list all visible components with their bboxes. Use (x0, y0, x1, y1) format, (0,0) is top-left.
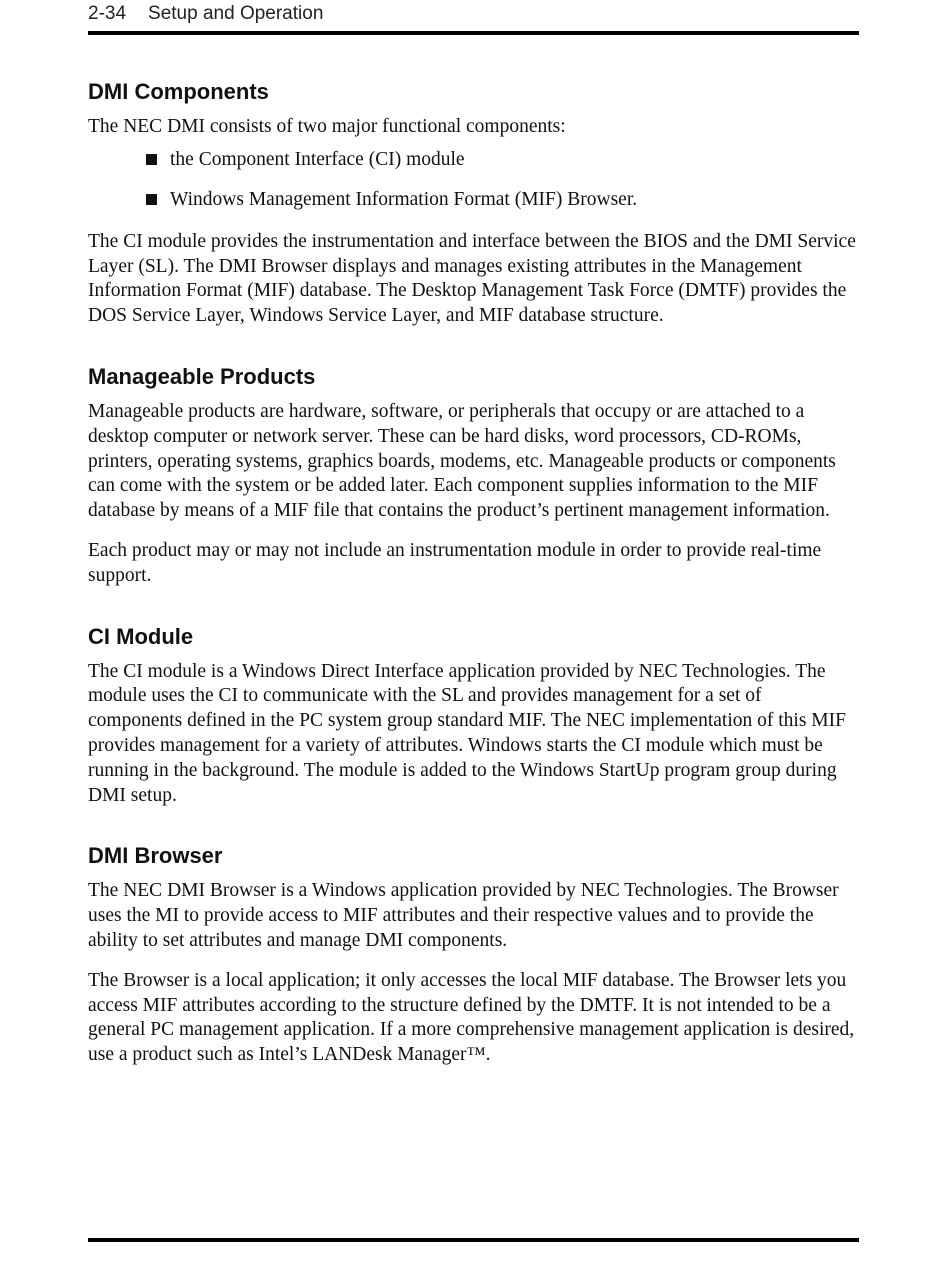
paragraph: The Browser is a local application; it only accesses the local MIF database. The Browser lets you access MIF attributes according to the structure defined by the DMTF. It is not intended to be a general PC management application. If a more comprehensive management application is desired, use a product such as Intel’s LANDesk Manager™. (88, 969, 855, 1066)
bullet-list (88, 148, 860, 212)
section-heading-dmi-browser: DMI Browser (88, 843, 223, 869)
page-number: 2-34 (88, 3, 127, 24)
square-bullet-icon (146, 154, 157, 165)
paragraph: The NEC DMI Browser is a Windows application provided by NEC Technologies. The Browser uses the MI to provide access to MIF attributes and their respective values and to provide the ability to set attributes and manage DMI components. (88, 880, 839, 951)
page-content (88, 79, 860, 1068)
header-rule (88, 31, 859, 35)
chapter-title: Setup and Operation (148, 3, 324, 24)
page-header (88, 3, 858, 25)
section-intro: The NEC DMI consists of two major functional components: (88, 116, 566, 137)
list-item-text: the Component Interface (CI) module (170, 148, 465, 170)
list-item (146, 148, 860, 172)
section-heading-dmi-components: DMI Components (88, 79, 269, 104)
paragraph: The CI module provides the instrumentation and interface between the BIOS and the DMI Service Layer (SL). The DMI Browser displays and manages existing attributes in the Management Information Format (MIF) database. The Desktop Management Task Force (DMTF) provides the DOS Service Layer, Windows Service Layer, and MIF database structure. (88, 230, 856, 327)
footer-rule (88, 1238, 859, 1242)
section-heading-ci-module: CI Module (88, 623, 194, 649)
square-bullet-icon (146, 194, 157, 205)
paragraph: Each product may or may not include an instrumentation module in order to provide real-time support. (88, 539, 822, 586)
paragraph: The CI module is a Windows Direct Interface application provided by NEC Technologies. The module uses the CI to communicate with the SL and provides management for a set of components defined in the PC system group standard MIF. The NEC implementation of this MIF provides management for a variety of attributes. Windows starts the CI module which must be running in the background. The module is added to the Windows StartUp program group during DMI setup. (88, 660, 846, 806)
paragraph: Manageable products are hardware, software, or peripherals that occupy or are attached to a desktop computer or network server. These can be hard disks, word processors, CD-ROMs, printers, operating systems, graphics boards, modems, etc. Manageable products or components can come with the system or be added later. Each component supplies information to the MIF database by means of a MIF file that contains the product’s pertinent management information. (88, 400, 836, 522)
list-item-text: Windows Management Information Format (MIF) Browser. (170, 188, 638, 210)
list-item (146, 188, 860, 212)
section-heading-manageable-products: Manageable Products (88, 363, 316, 389)
